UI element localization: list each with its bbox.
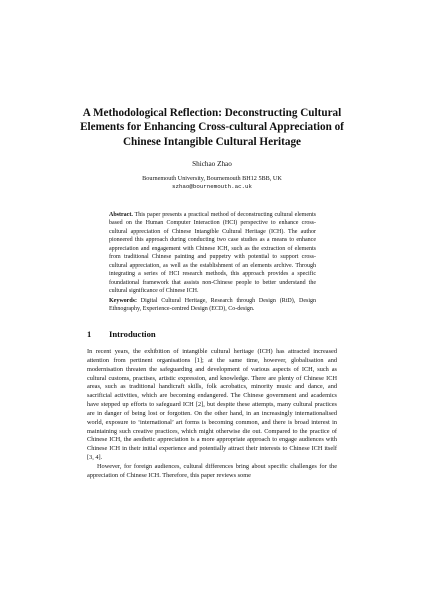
abstract-label: Abstract. bbox=[109, 212, 133, 218]
keywords bbox=[109, 297, 316, 314]
body-text bbox=[87, 348, 337, 481]
abstract bbox=[109, 211, 316, 296]
paper-title: A Methodological Reflection: Deconstructing Cultural Elements for Enhancing Cross-cultural Appreciation of Chinese Intangible Cultural Heritage bbox=[80, 107, 344, 148]
paragraph: In recent years, the exhibition of intangible cultural heritage (ICH) has attracted increased attention from pertinent organisations [1]; at the same time, however, globalisation and modernisation threaten the safeguarding and development of various aspects of ICH, such as cultural customs, practises, artistic expression, and knowledge. There are plenty of Chinese ICH areas, such as traditional handicraft skills, folk acrobatics, minority music and dance, and sacrificial activities, which are becoming endangered. The Chinese government and academics have stepped up efforts to safeguard ICH [2], but despite these attempts, many cultural practices are in danger of being lost or forgotten. On the other hand, in an increasingly internationalised world, exposure to ‘international’ art forms is becoming common, and there is broad interest in maintaining such creative practices, which might otherwise die out. Compared to the practice of Chinese ICH, the aesthetic appreciation is a more appropriate approach to engage audiences with Chinese ICH in their initial experience and potentially attract their interests to Chinese ICH itself [3, 4]. bbox=[87, 348, 337, 462]
abstract-text: This paper presents a practical method of deconstructing cultural elements based on the Human Computer Interaction (HCI) perspective to enhance cross-cultural appreciation of Chinese Intangible Cultural Heritage (ICH). The author pioneered this approach during conducting two case studies as a means to enhance appreciation and engagement with Chinese ICH, such as the extraction of elements from traditional Chinese painting and puppetry with potential to support cross-cultural appreciation, as well as the establishment of an elements archive. Through integrating a series of HCI research methods, this approach provides a specific foundational framework that assists non-Chinese people to better understand the cultural significance of Chinese ICH. bbox=[109, 212, 316, 295]
section-title: Introduction bbox=[109, 329, 156, 339]
section-number: 1 bbox=[87, 329, 92, 339]
paragraph: However, for foreign audiences, cultural differences bring about specific challenges for the appreciation of Chinese ICH. Therefore, this paper reviews some bbox=[87, 462, 337, 479]
author-affiliation: Bournemouth University, Bournemouth BH12 5BB, UK bbox=[142, 175, 282, 182]
keywords-label: Keywords: bbox=[109, 298, 137, 304]
author-name: Shichao Zhao bbox=[192, 160, 232, 168]
section-heading bbox=[87, 329, 156, 339]
keywords-text: Digital Cultural Heritage, Research through Design (RtD), Design Ethnography, Experience-centred Design (ECD), Co-design. bbox=[109, 298, 316, 313]
author-email[interactable]: szhao@bournemouth.ac.uk bbox=[171, 183, 252, 190]
